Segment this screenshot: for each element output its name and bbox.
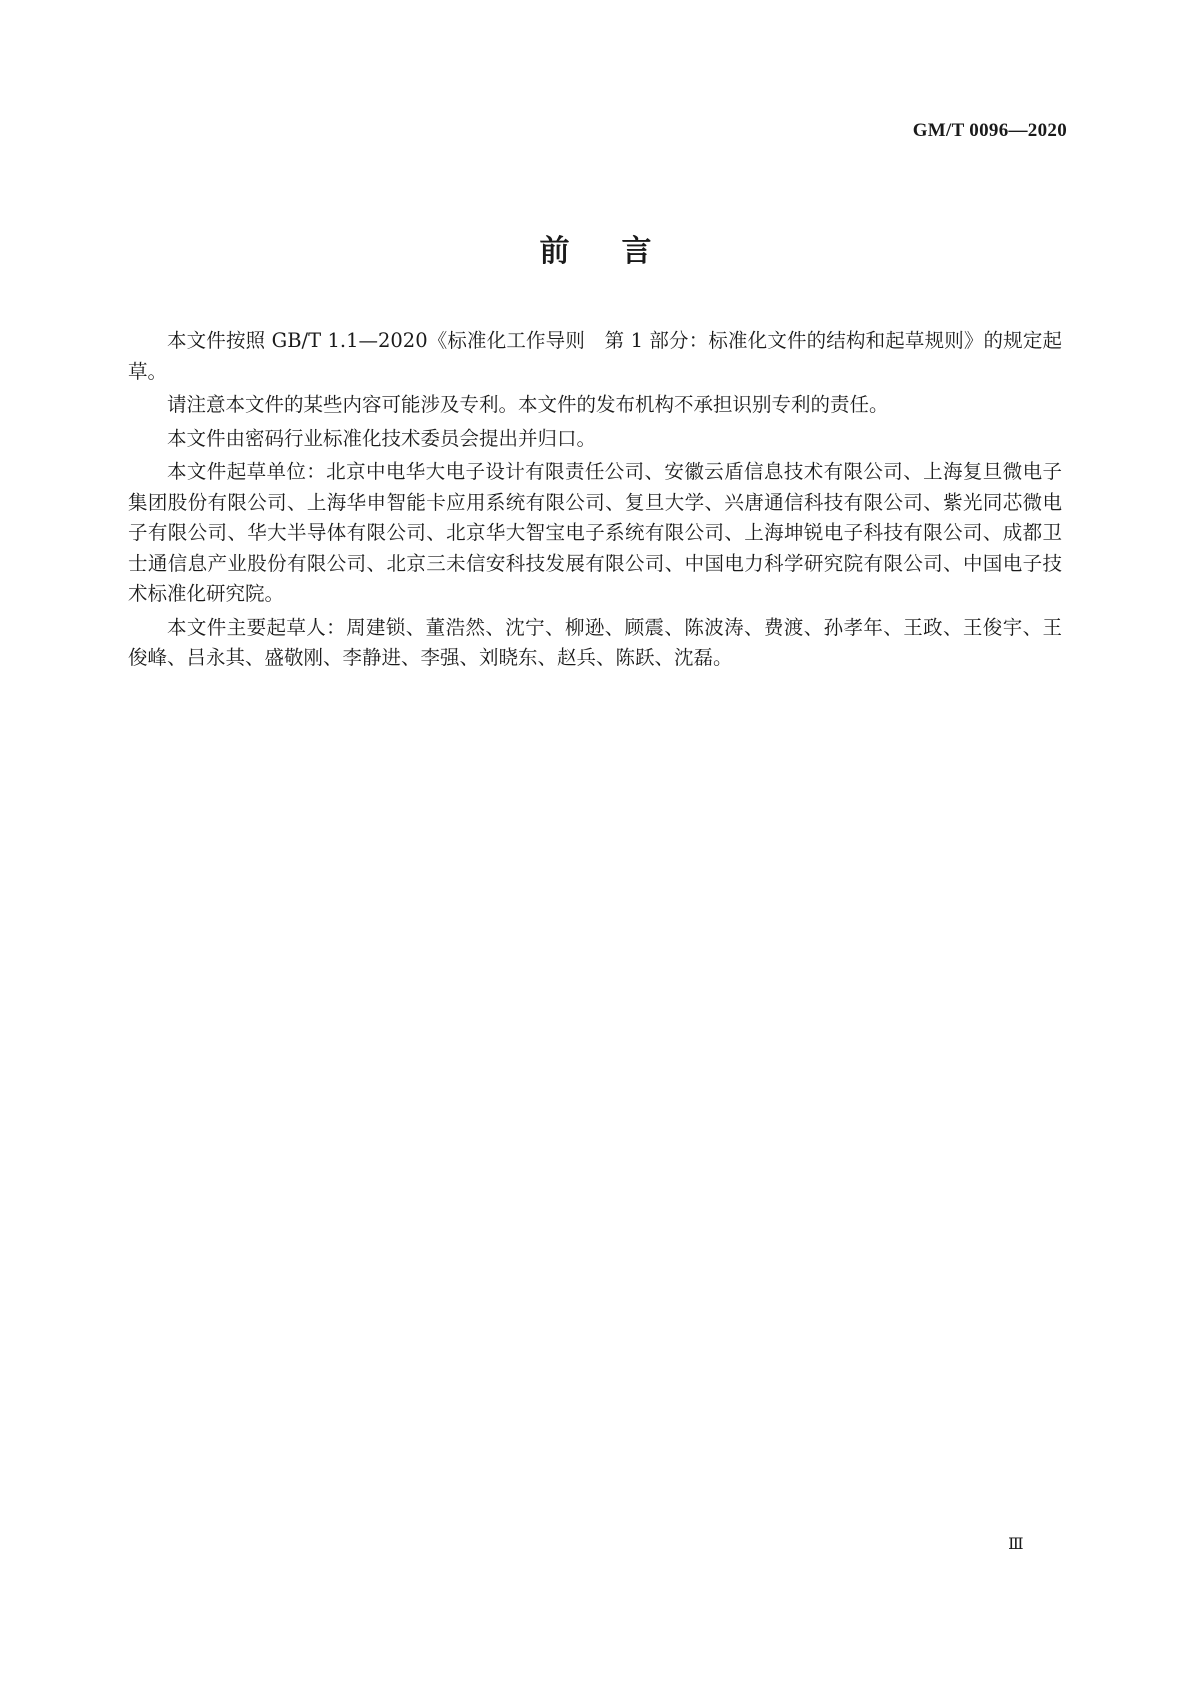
paragraph-drafting-rules: 本文件按照 GB/T 1.1—2020《标准化工作导则 第 1 部分：标准化文件的结构和起草规则》的规定起草。 (128, 329, 1062, 383)
page-title: 前言 (539, 234, 704, 269)
paragraph-patent-notice: 请注意本文件的某些内容可能涉及专利。本文件的发布机构不承担识别专利的责任。 (167, 393, 889, 416)
standard-number: GM/T 0096—2020 (912, 120, 1067, 141)
paragraph-drafters: 本文件主要起草人：周建锁、董浩然、沈宁、柳逊、顾震、陈波涛、费渡、孙孝年、王政、王俊宇、王俊峰、吕永其、盛敬刚、李静进、李强、刘晓东、赵兵、陈跃、沈磊。 (128, 615, 1062, 669)
foreword-body (128, 326, 1062, 677)
page-number: Ⅲ (1008, 1536, 1023, 1553)
paragraph-drafting-units: 本文件起草单位：北京中电华大电子设计有限责任公司、安徽云盾信息技术有限公司、上海复旦微电子集团股份有限公司、上海华申智能卡应用系统有限公司、复旦大学、兴唐通信科技有限公司、紫光同芯微电子有限公司、华大半导体有限公司、北京华大智宝电子系统有限公司、上海坤锐电子科技有限公司、成都卫士通信息产业股份有限公司、北京三未信安科技发展有限公司、中国电力科学研究院有限公司、中国电子技术标准化研究院。 (128, 460, 1062, 605)
paragraph-proposer: 本文件由密码行业标准化技术委员会提出并归口。 (167, 426, 597, 450)
